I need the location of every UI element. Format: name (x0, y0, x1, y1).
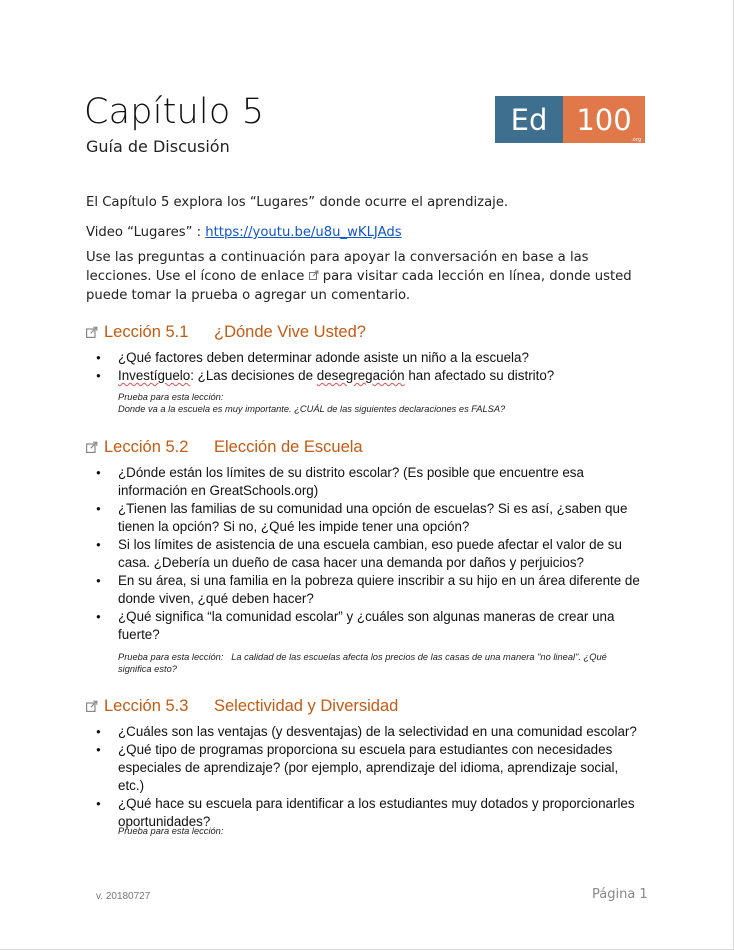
page-title: Capítulo 5 (84, 92, 265, 132)
instructions-text-b: para visitar cada lección en línea, donde usted puede tomar la prueba o agregar un comentario. (86, 269, 632, 303)
quiz-question: Donde va a la escuela es muy importante. ¿CUÁL de las siguientes declaraciones es FALSA? (118, 404, 506, 414)
section-heading-5-1[interactable] (86, 323, 366, 342)
question-item: ● ¿Qué factores deben determinar adonde asiste un niño a la escuela? (86, 349, 646, 367)
page-subtitle: Guía de Discusión (86, 137, 230, 156)
logo-ed: Ed (495, 96, 563, 143)
quiz-label: Prueba para esta lección: (118, 826, 224, 836)
logo-org: .org (631, 137, 641, 143)
question-item: ● ¿Qué hace su escuela para identificar a los estudiantes muy dotados y proporcionarles oportunidades? (86, 795, 646, 831)
instructions (86, 248, 646, 305)
ed100-logo (495, 96, 645, 143)
instructions-text-a: Use las preguntas a continuación para apoyar la conversación en base a las lecciones. Use el ícono de enlace (86, 250, 589, 284)
lesson-number: Lección 5.1 (104, 323, 189, 341)
question-item: ● ¿Cuáles son las ventajas (y desventajas) de la selectividad en una comunidad escolar? (86, 723, 646, 741)
section-heading-5-2[interactable] (86, 438, 363, 457)
question-item: ● ¿Qué significa “la comunidad escolar” y ¿cuáles son algunas maneras de crear una fuerte? (86, 608, 646, 644)
question-list-5-1 (86, 349, 646, 385)
question-item: ● ¿Qué tipo de programas proporciona su escuela para estudiantes con necesidades especiales de aprendizaje? (por ejemplo, aprendizaje del idioma, aprendizaje social, etc.) (86, 741, 646, 795)
quiz-label: Prueba para esta lección: (118, 652, 224, 662)
question-item: ● ¿Tienen las familias de su comunidad una opción de escuelas? Si es así, ¿saben que tienen la opción? Si no, ¿Qué les impide tener una opción? (86, 500, 646, 536)
question-list-5-3 (86, 723, 646, 831)
video-label: Video “Lugares” : (86, 225, 206, 240)
external-link-icon[interactable] (86, 698, 100, 710)
intro-text: El Capítulo 5 explora los “Lugares” donde ocurre el aprendizaje. (86, 195, 509, 210)
squiggle-word: desegregación (316, 368, 405, 383)
section-heading-5-3[interactable] (86, 697, 398, 716)
question-list-5-2 (86, 464, 646, 644)
question-item: ● En su área, si una familia en la pobreza quiere inscribir a su hijo en un área diferente de donde viven, ¿qué deben hacer? (86, 572, 646, 608)
lesson-title: Elección de Escuela (214, 438, 363, 456)
lesson-title: ¿Dónde Vive Usted? (214, 323, 366, 341)
version-label: v. 20180727 (96, 891, 151, 902)
quiz-label: Prueba para esta lección: (118, 392, 224, 402)
squiggle-word: Investíguelo (118, 368, 191, 383)
external-link-icon (309, 267, 319, 277)
logo-100-text: 100 (576, 102, 632, 137)
quiz-note-5-2 (118, 651, 618, 675)
question-item: ● Si los límites de asistencia de una escuela cambian, eso puede afectar el valor de su casa. ¿Debería un dueño de casa hacer una demanda por daños y perjuicios? (86, 536, 646, 572)
question-item: ● ¿Dónde están los límites de su distrito escolar? (Es posible que encuentre esa información en GreatSchools.org) (86, 464, 646, 500)
question-item: ● Investíguelo: ¿Las decisiones de desegregación han afectado su distrito? (86, 367, 646, 385)
logo-100 (563, 96, 645, 143)
external-link-icon[interactable] (86, 439, 100, 451)
quiz-question: La calidad de las escuelas afecta los precios de las casas de una manera "no lineal". ¿Qué significa esto? (118, 652, 607, 674)
quiz-note-5-3 (118, 825, 618, 837)
page-number: Página 1 (592, 887, 648, 902)
external-link-icon[interactable] (86, 324, 100, 336)
quiz-note-5-1 (118, 391, 618, 415)
lesson-title: Selectividad y Diversidad (214, 697, 399, 715)
lesson-number: Lección 5.3 (104, 697, 189, 715)
video-link[interactable]: https://youtu.be/u8u_wKLJAds (205, 225, 402, 240)
lesson-number: Lección 5.2 (104, 438, 189, 456)
video-line (86, 223, 646, 242)
